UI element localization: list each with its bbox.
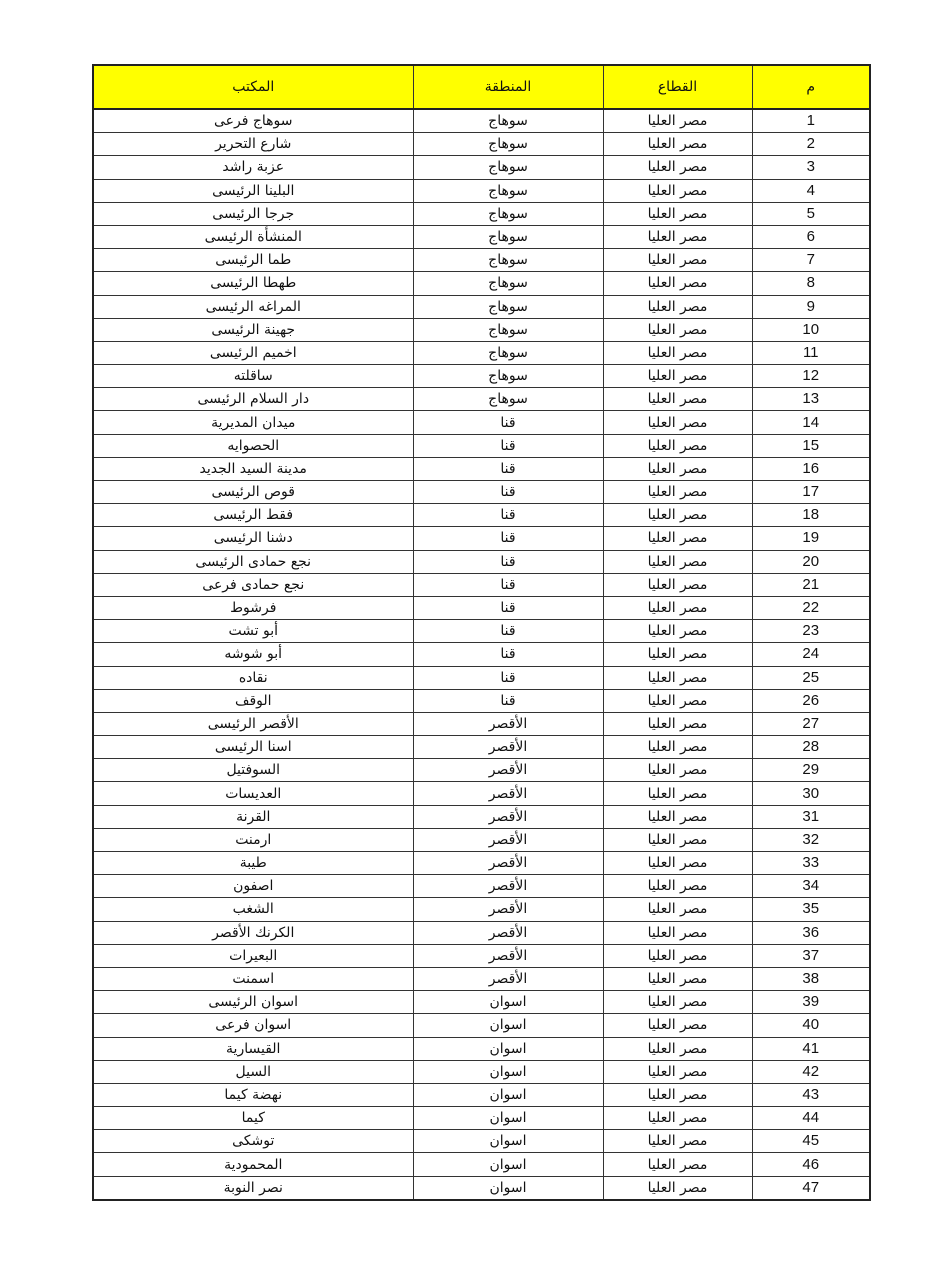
table-row xyxy=(93,550,870,573)
region-cell: قنا xyxy=(413,411,603,434)
region-cell: سوهاج xyxy=(413,133,603,156)
region-cell: قنا xyxy=(413,434,603,457)
table-row xyxy=(93,805,870,828)
table-row xyxy=(93,109,870,133)
region-cell: الأقصر xyxy=(413,898,603,921)
table-row xyxy=(93,341,870,364)
table-row xyxy=(93,666,870,689)
row-number-cell: 2 xyxy=(752,133,870,156)
office-cell: فقط الرئيسى xyxy=(93,504,413,527)
office-cell: الشغب xyxy=(93,898,413,921)
office-cell: القرنة xyxy=(93,805,413,828)
sector-cell: مصر العليا xyxy=(603,434,752,457)
office-cell: نقاده xyxy=(93,666,413,689)
table-row xyxy=(93,875,870,898)
region-cell: قنا xyxy=(413,573,603,596)
table-row xyxy=(93,898,870,921)
office-cell: الكرنك الأقصر xyxy=(93,921,413,944)
region-cell: قنا xyxy=(413,620,603,643)
table-row xyxy=(93,967,870,990)
row-number-cell: 24 xyxy=(752,643,870,666)
office-cell: فرشوط xyxy=(93,596,413,619)
region-cell: الأقصر xyxy=(413,736,603,759)
row-number-cell: 47 xyxy=(752,1176,870,1200)
sector-cell: مصر العليا xyxy=(603,156,752,179)
table-row xyxy=(93,1153,870,1176)
office-cell: طهطا الرئيسى xyxy=(93,272,413,295)
region-cell: قنا xyxy=(413,481,603,504)
region-cell: اسوان xyxy=(413,1130,603,1153)
region-cell: سوهاج xyxy=(413,318,603,341)
table-row xyxy=(93,225,870,248)
sector-cell: مصر العليا xyxy=(603,109,752,133)
region-cell: سوهاج xyxy=(413,295,603,318)
region-cell: اسوان xyxy=(413,1153,603,1176)
header-office: المكتب xyxy=(93,65,413,109)
region-cell: سوهاج xyxy=(413,272,603,295)
row-number-cell: 38 xyxy=(752,967,870,990)
office-cell: نجع حمادى الرئيسى xyxy=(93,550,413,573)
sector-cell: مصر العليا xyxy=(603,411,752,434)
row-number-cell: 17 xyxy=(752,481,870,504)
sector-cell: مصر العليا xyxy=(603,782,752,805)
row-number-cell: 12 xyxy=(752,365,870,388)
row-number-cell: 36 xyxy=(752,921,870,944)
row-number-cell: 20 xyxy=(752,550,870,573)
row-number-cell: 3 xyxy=(752,156,870,179)
office-cell: العديسات xyxy=(93,782,413,805)
region-cell: قنا xyxy=(413,527,603,550)
row-number-cell: 11 xyxy=(752,341,870,364)
row-number-cell: 7 xyxy=(752,249,870,272)
office-cell: طما الرئيسى xyxy=(93,249,413,272)
table-row xyxy=(93,272,870,295)
table-row xyxy=(93,249,870,272)
table-row xyxy=(93,318,870,341)
region-cell: قنا xyxy=(413,643,603,666)
table-row xyxy=(93,295,870,318)
table-row xyxy=(93,179,870,202)
table-row xyxy=(93,1107,870,1130)
office-cell: اسوان فرعى xyxy=(93,1014,413,1037)
row-number-cell: 1 xyxy=(752,109,870,133)
office-cell: اسوان الرئيسى xyxy=(93,991,413,1014)
header-sector: القطاع xyxy=(603,65,752,109)
office-cell: اصفون xyxy=(93,875,413,898)
table-row xyxy=(93,365,870,388)
region-cell: سوهاج xyxy=(413,365,603,388)
table-row xyxy=(93,481,870,504)
table-row xyxy=(93,944,870,967)
sector-cell: مصر العليا xyxy=(603,875,752,898)
row-number-cell: 19 xyxy=(752,527,870,550)
region-cell: سوهاج xyxy=(413,109,603,133)
office-cell: دشنا الرئيسى xyxy=(93,527,413,550)
row-number-cell: 27 xyxy=(752,712,870,735)
row-number-cell: 23 xyxy=(752,620,870,643)
table-row xyxy=(93,1060,870,1083)
region-cell: سوهاج xyxy=(413,341,603,364)
region-cell: قنا xyxy=(413,457,603,480)
sector-cell: مصر العليا xyxy=(603,225,752,248)
office-cell: نجع حمادى فرعى xyxy=(93,573,413,596)
sector-cell: مصر العليا xyxy=(603,1060,752,1083)
row-number-cell: 9 xyxy=(752,295,870,318)
sector-cell: مصر العليا xyxy=(603,736,752,759)
sector-cell: مصر العليا xyxy=(603,1130,752,1153)
row-number-cell: 30 xyxy=(752,782,870,805)
office-cell: ميدان المديرية xyxy=(93,411,413,434)
region-cell: اسوان xyxy=(413,991,603,1014)
sector-cell: مصر العليا xyxy=(603,1153,752,1176)
region-cell: الأقصر xyxy=(413,875,603,898)
sector-cell: مصر العليا xyxy=(603,620,752,643)
office-cell: شارع التحرير xyxy=(93,133,413,156)
office-cell: قوص الرئيسى xyxy=(93,481,413,504)
sector-cell: مصر العليا xyxy=(603,457,752,480)
office-cell: مدينة السيد الجديد xyxy=(93,457,413,480)
sector-cell: مصر العليا xyxy=(603,1037,752,1060)
sector-cell: مصر العليا xyxy=(603,666,752,689)
header-number: م xyxy=(752,65,870,109)
row-number-cell: 18 xyxy=(752,504,870,527)
sector-cell: مصر العليا xyxy=(603,1176,752,1200)
region-cell: قنا xyxy=(413,550,603,573)
region-cell: الأقصر xyxy=(413,782,603,805)
sector-cell: مصر العليا xyxy=(603,921,752,944)
sector-cell: مصر العليا xyxy=(603,1083,752,1106)
office-cell: اسمنت xyxy=(93,967,413,990)
office-cell: جرجا الرئيسى xyxy=(93,202,413,225)
table-row xyxy=(93,759,870,782)
offices-table xyxy=(92,64,871,1201)
sector-cell: مصر العليا xyxy=(603,202,752,225)
sector-cell: مصر العليا xyxy=(603,712,752,735)
row-number-cell: 26 xyxy=(752,689,870,712)
sector-cell: مصر العليا xyxy=(603,898,752,921)
row-number-cell: 32 xyxy=(752,828,870,851)
region-cell: سوهاج xyxy=(413,179,603,202)
office-cell: سوهاج فرعى xyxy=(93,109,413,133)
sector-cell: مصر العليا xyxy=(603,759,752,782)
table-row xyxy=(93,1083,870,1106)
office-cell: كيما xyxy=(93,1107,413,1130)
office-cell: أبو شوشه xyxy=(93,643,413,666)
sector-cell: مصر العليا xyxy=(603,1014,752,1037)
row-number-cell: 35 xyxy=(752,898,870,921)
region-cell: الأقصر xyxy=(413,921,603,944)
row-number-cell: 5 xyxy=(752,202,870,225)
region-cell: قنا xyxy=(413,666,603,689)
table-row xyxy=(93,620,870,643)
header-region: المنطقة xyxy=(413,65,603,109)
office-cell: دار السلام الرئيسى xyxy=(93,388,413,411)
table-row xyxy=(93,1130,870,1153)
office-cell: اسنا الرئيسى xyxy=(93,736,413,759)
table-row xyxy=(93,1037,870,1060)
region-cell: سوهاج xyxy=(413,156,603,179)
sector-cell: مصر العليا xyxy=(603,295,752,318)
table-row xyxy=(93,736,870,759)
office-cell: ارمنت xyxy=(93,828,413,851)
region-cell: قنا xyxy=(413,596,603,619)
sector-cell: مصر العليا xyxy=(603,527,752,550)
sector-cell: مصر العليا xyxy=(603,481,752,504)
table-row xyxy=(93,133,870,156)
row-number-cell: 10 xyxy=(752,318,870,341)
row-number-cell: 39 xyxy=(752,991,870,1014)
region-cell: الأقصر xyxy=(413,944,603,967)
sector-cell: مصر العليا xyxy=(603,967,752,990)
table-row xyxy=(93,573,870,596)
sector-cell: مصر العليا xyxy=(603,805,752,828)
table-row xyxy=(93,991,870,1014)
region-cell: الأقصر xyxy=(413,852,603,875)
office-cell: جهينة الرئيسى xyxy=(93,318,413,341)
row-number-cell: 15 xyxy=(752,434,870,457)
office-cell: ساقلته xyxy=(93,365,413,388)
sector-cell: مصر العليا xyxy=(603,318,752,341)
table-row xyxy=(93,852,870,875)
office-cell: طيبة xyxy=(93,852,413,875)
sector-cell: مصر العليا xyxy=(603,573,752,596)
region-cell: سوهاج xyxy=(413,202,603,225)
region-cell: اسوان xyxy=(413,1176,603,1200)
region-cell: سوهاج xyxy=(413,225,603,248)
sector-cell: مصر العليا xyxy=(603,504,752,527)
sector-cell: مصر العليا xyxy=(603,689,752,712)
row-number-cell: 6 xyxy=(752,225,870,248)
row-number-cell: 25 xyxy=(752,666,870,689)
region-cell: اسوان xyxy=(413,1083,603,1106)
table-row xyxy=(93,434,870,457)
table-row xyxy=(93,689,870,712)
row-number-cell: 37 xyxy=(752,944,870,967)
sector-cell: مصر العليا xyxy=(603,643,752,666)
sector-cell: مصر العليا xyxy=(603,365,752,388)
sector-cell: مصر العليا xyxy=(603,1107,752,1130)
table-row xyxy=(93,411,870,434)
sector-cell: مصر العليا xyxy=(603,388,752,411)
region-cell: سوهاج xyxy=(413,249,603,272)
region-cell: قنا xyxy=(413,689,603,712)
table-row xyxy=(93,921,870,944)
row-number-cell: 28 xyxy=(752,736,870,759)
office-cell: نهضة كيما xyxy=(93,1083,413,1106)
office-cell: عزبة راشد xyxy=(93,156,413,179)
region-cell: اسوان xyxy=(413,1060,603,1083)
row-number-cell: 4 xyxy=(752,179,870,202)
sector-cell: مصر العليا xyxy=(603,249,752,272)
region-cell: اسوان xyxy=(413,1107,603,1130)
region-cell: قنا xyxy=(413,504,603,527)
office-cell: المحمودية xyxy=(93,1153,413,1176)
row-number-cell: 44 xyxy=(752,1107,870,1130)
region-cell: الأقصر xyxy=(413,712,603,735)
office-cell: نصر النوبة xyxy=(93,1176,413,1200)
row-number-cell: 13 xyxy=(752,388,870,411)
sector-cell: مصر العليا xyxy=(603,550,752,573)
table-row xyxy=(93,202,870,225)
sector-cell: مصر العليا xyxy=(603,341,752,364)
row-number-cell: 33 xyxy=(752,852,870,875)
region-cell: سوهاج xyxy=(413,388,603,411)
sector-cell: مصر العليا xyxy=(603,991,752,1014)
table-row xyxy=(93,828,870,851)
row-number-cell: 41 xyxy=(752,1037,870,1060)
row-number-cell: 40 xyxy=(752,1014,870,1037)
table-body xyxy=(93,109,870,1200)
header-row xyxy=(93,65,870,109)
sector-cell: مصر العليا xyxy=(603,596,752,619)
office-cell: اخميم الرئيسى xyxy=(93,341,413,364)
table-row xyxy=(93,782,870,805)
table-row xyxy=(93,527,870,550)
region-cell: اسوان xyxy=(413,1014,603,1037)
table-row xyxy=(93,596,870,619)
office-cell: السوفتيل xyxy=(93,759,413,782)
office-cell: الوقف xyxy=(93,689,413,712)
office-cell: الحصوايه xyxy=(93,434,413,457)
office-cell: توشكى xyxy=(93,1130,413,1153)
office-cell: البعيرات xyxy=(93,944,413,967)
row-number-cell: 46 xyxy=(752,1153,870,1176)
office-cell: القيسارية xyxy=(93,1037,413,1060)
office-cell: السيل xyxy=(93,1060,413,1083)
row-number-cell: 42 xyxy=(752,1060,870,1083)
row-number-cell: 16 xyxy=(752,457,870,480)
region-cell: الأقصر xyxy=(413,805,603,828)
sector-cell: مصر العليا xyxy=(603,133,752,156)
table-row xyxy=(93,1014,870,1037)
table-row xyxy=(93,457,870,480)
sector-cell: مصر العليا xyxy=(603,272,752,295)
sector-cell: مصر العليا xyxy=(603,828,752,851)
table-header xyxy=(93,65,870,109)
row-number-cell: 43 xyxy=(752,1083,870,1106)
sector-cell: مصر العليا xyxy=(603,852,752,875)
table-row xyxy=(93,504,870,527)
row-number-cell: 22 xyxy=(752,596,870,619)
office-cell: الأقصر الرئيسى xyxy=(93,712,413,735)
office-cell: المنشأة الرئيسى xyxy=(93,225,413,248)
office-cell: المراغه الرئيسى xyxy=(93,295,413,318)
row-number-cell: 31 xyxy=(752,805,870,828)
table-row xyxy=(93,643,870,666)
row-number-cell: 21 xyxy=(752,573,870,596)
sector-cell: مصر العليا xyxy=(603,944,752,967)
row-number-cell: 14 xyxy=(752,411,870,434)
table-row xyxy=(93,156,870,179)
region-cell: الأقصر xyxy=(413,967,603,990)
table-row xyxy=(93,712,870,735)
office-cell: أبو تشت xyxy=(93,620,413,643)
row-number-cell: 8 xyxy=(752,272,870,295)
row-number-cell: 45 xyxy=(752,1130,870,1153)
row-number-cell: 34 xyxy=(752,875,870,898)
region-cell: اسوان xyxy=(413,1037,603,1060)
table-row xyxy=(93,1176,870,1200)
office-cell: البلينا الرئيسى xyxy=(93,179,413,202)
region-cell: الأقصر xyxy=(413,828,603,851)
sector-cell: مصر العليا xyxy=(603,179,752,202)
table-row xyxy=(93,388,870,411)
region-cell: الأقصر xyxy=(413,759,603,782)
row-number-cell: 29 xyxy=(752,759,870,782)
